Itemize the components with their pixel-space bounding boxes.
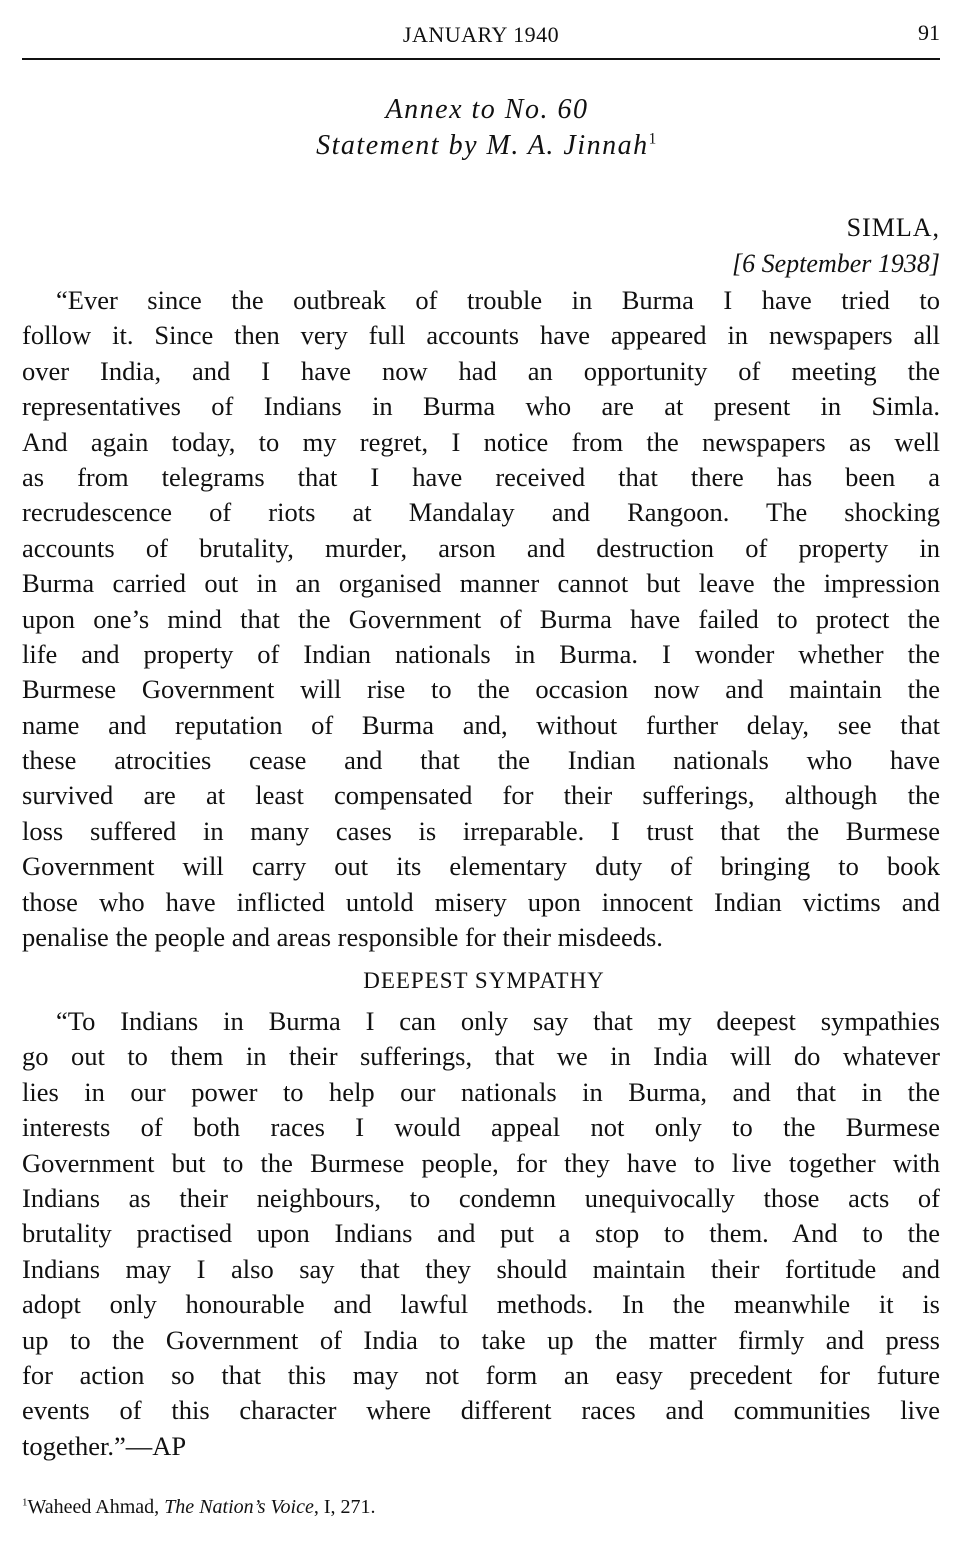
text-line: as from telegrams that I have received that there has been a [22, 461, 940, 492]
dateline-place: SIMLA, [846, 213, 940, 242]
subheading: DEEPEST SYMPATHY [363, 968, 605, 993]
footnote-citation: , I, 271. [313, 1496, 376, 1518]
header-rule [22, 58, 940, 60]
text-line: Government will carry out its elementary duty of bringing to book [22, 851, 940, 882]
text-line: for action so that this may not form an easy precedent for future [22, 1359, 940, 1390]
footnote-reference: 1 [648, 130, 658, 148]
text-line: interests of both races I would appeal not only to the Burmese [22, 1112, 940, 1143]
dateline-date: [6 September 1938] [732, 249, 940, 278]
text-line: up to the Government of India to take up the matter firmly and press [22, 1324, 940, 1355]
annex-heading [0, 92, 968, 164]
dateline [732, 210, 940, 282]
text-line: Indians as their neighbours, to condemn unequivocally those acts of [22, 1182, 940, 1213]
text-line: Burma carried out in an organised manner cannot but leave the impression [22, 568, 940, 599]
text-line: And again today, to my regret, I notice from the newspapers as well [22, 426, 940, 457]
text-line: lies in our power to help our nationals in Burma, and that in the [22, 1076, 940, 1107]
footnote-author: Waheed Ahmad, [27, 1496, 165, 1518]
text-line: those who have inflicted untold misery upon innocent Indian victims and [22, 886, 940, 917]
footnote-book-title: The Nation’s Voice [164, 1496, 314, 1518]
running-title: JANUARY 1940 [402, 22, 560, 47]
annex-title: Annex to No. 60 [385, 94, 589, 125]
paragraph-1 [22, 283, 940, 955]
text-line: upon one’s mind that the Government of Burma have failed to protect the [22, 603, 940, 634]
statement-title [6, 128, 968, 164]
text-line: follow it. Since then very full accounts have appeared in newspapers all [22, 320, 940, 351]
footnote-marker: 1 [22, 1496, 28, 1509]
statement-title-text: Statement by M. A. Jinnah [316, 130, 649, 161]
text-line: loss suffered in many cases is irreparable. I trust that the Burmese [22, 815, 940, 846]
text-line: “Ever since the outbreak of trouble in Burma I have tried to [56, 285, 940, 315]
text-line: survived are at least compensated for their sufferings, although the [22, 780, 940, 811]
text-line: these atrocities cease and that the Indian nationals who have [22, 745, 940, 776]
text-line: Indians may I also say that they should maintain their fortitude and [22, 1253, 940, 1284]
text-line: go out to them in their sufferings, that we in India will do whatever [22, 1041, 940, 1072]
text-line: events of this character where different races and communities live [22, 1395, 940, 1426]
text-line: accounts of brutality, murder, arson and destruction of property in [22, 532, 940, 563]
running-head [22, 18, 940, 54]
text-line: Burmese Government will rise to the occasion now and maintain the [22, 674, 940, 705]
text-line: over India, and I have now had an opportunity of meeting the [22, 355, 940, 386]
text-line: Government but to the Burmese people, for they have to live together with [22, 1147, 940, 1178]
text-line: representatives of Indians in Burma who are at present in Simla. [22, 391, 940, 422]
text-line: together.”—AP [22, 1430, 187, 1461]
text-line: penalise the people and areas responsible for their misdeeds. [22, 922, 663, 953]
text-line: recrudescence of riots at Mandalay and Rangoon. The shocking [22, 497, 940, 528]
text-line: “To Indians in Burma I can only say that my deepest sympathies [56, 1006, 940, 1036]
text-line: brutality practised upon Indians and put a stop to them. And to the [22, 1218, 940, 1249]
footnote [22, 1496, 376, 1519]
text-line: name and reputation of Burma and, without further delay, see that [22, 709, 940, 740]
paragraph-2 [22, 1004, 940, 1464]
text-line: life and property of Indian nationals in Burma. I wonder whether the [22, 638, 940, 669]
text-line: adopt only honourable and lawful methods. In the meanwhile it is [22, 1289, 940, 1320]
page-number: 91 [918, 20, 940, 45]
